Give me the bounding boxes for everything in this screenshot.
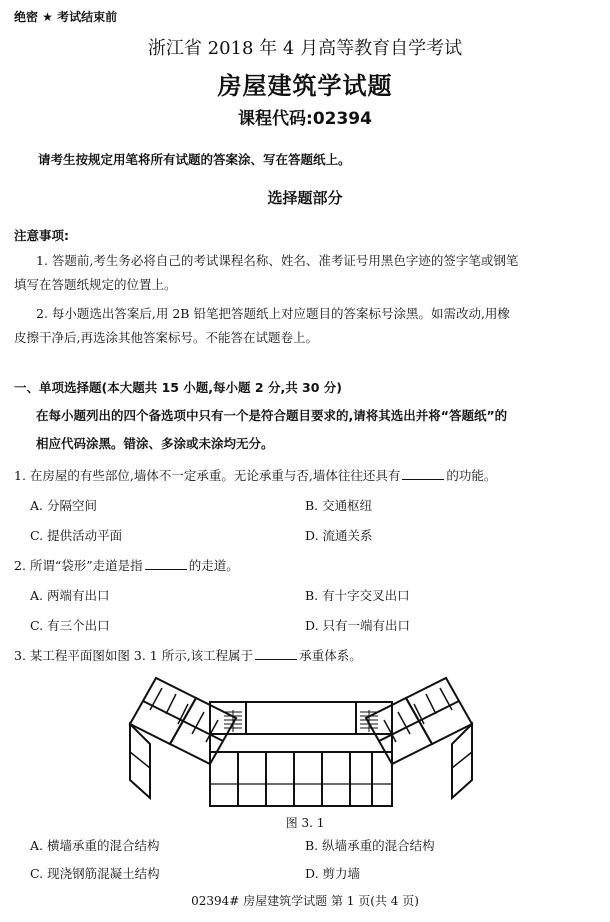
answer-blank	[255, 648, 297, 660]
part-1-rule-line-1: 在每小题列出的四个备选项中只有一个是符合题目要求的,请将其选出并将“答题纸”的	[36, 408, 508, 423]
notice-item-1-line-1: 1. 答题前,考生务必将自己的考试课程名称、姓名、准考证号用黑色字迹的签字笔或钢笔	[36, 253, 519, 268]
question-3-stem	[14, 646, 362, 664]
question-3-stem-pre: 3. 某工程平面图如图 3. 1 所示,该工程属于	[14, 648, 254, 663]
answer-instruction: 请考生按规定用笔将所有试题的答案涂、写在答题纸上。	[38, 152, 351, 167]
paper-title: 房屋建筑学试题	[217, 72, 393, 100]
question-2-stem-pre: 2. 所谓“袋形”走道是指	[14, 558, 143, 573]
question-2-option-a: A. 两端有出口	[30, 588, 110, 603]
question-2-option-b: B. 有十字交叉出口	[305, 588, 410, 603]
page-footer: 02394# 房屋建筑学试题 第 1 页(共 4 页)	[191, 894, 419, 908]
question-3-option-c: C. 现浇钢筋混凝土结构	[30, 866, 160, 881]
section-title: 选择题部分	[267, 189, 343, 207]
question-2-stem	[14, 556, 239, 574]
question-3-stem-post: 承重体系。	[299, 648, 362, 663]
question-1-stem-post: 的功能。	[446, 468, 497, 483]
question-3-option-a: A. 横墙承重的混合结构	[30, 838, 160, 853]
exam-name: 浙江省 2018 年 4 月高等教育自学考试	[147, 38, 463, 59]
notice-heading: 注意事项:	[14, 228, 69, 243]
question-1-option-b: B. 交通枢纽	[305, 498, 373, 513]
confidential-label: 绝密 ★ 考试结束前	[14, 10, 118, 24]
question-3-option-d: D. 剪力墙	[305, 866, 361, 881]
question-1-option-d: D. 流通关系	[305, 528, 373, 543]
notice-item-2-line-1: 2. 每小题选出答案后,用 2B 铅笔把答题纸上对应题目的答案标号涂黑。如需改动,用橡	[36, 306, 510, 321]
question-1-option-c: C. 提供活动平面	[30, 528, 123, 543]
question-1-option-a: A. 分隔空间	[30, 498, 97, 513]
question-2-option-d: D. 只有一端有出口	[305, 618, 411, 633]
notice-item-1-line-2: 填写在答题纸规定的位置上。	[14, 277, 177, 292]
part-1-rule-line-2: 相应代码涂黑。错涂、多涂或未涂均无分。	[36, 436, 274, 451]
figure-caption: 图 3. 1	[285, 816, 325, 830]
question-2-stem-post: 的走道。	[188, 558, 239, 573]
right-wing	[366, 678, 472, 798]
floor-plan-figure	[126, 672, 476, 810]
left-wing	[130, 678, 236, 798]
question-1-stem	[14, 466, 496, 484]
answer-blank	[402, 468, 444, 480]
notice-item-2-line-2: 皮擦干净后,再选涂其他答案标号。不能答在试题卷上。	[14, 330, 318, 345]
part-1-heading: 一、单项选择题(本大题共 15 小题,每小题 2 分,共 30 分)	[14, 380, 343, 395]
answer-blank	[145, 558, 187, 570]
question-3-option-b: B. 纵墙承重的混合结构	[305, 838, 435, 853]
course-code: 课程代码:02394	[238, 109, 372, 129]
question-1-stem-pre: 1. 在房屋的有些部位,墙体不一定承重。无论承重与否,墙体往往还具有	[14, 468, 401, 483]
question-2-option-c: C. 有三个出口	[30, 618, 110, 633]
